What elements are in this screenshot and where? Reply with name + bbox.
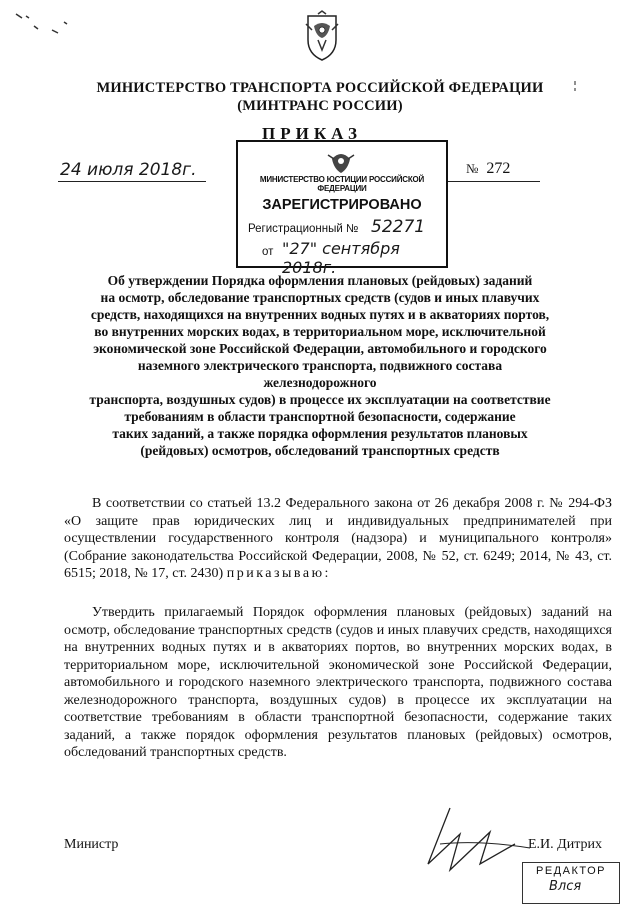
- title-line: требованиям в области транспортной безопасности, содержание: [124, 409, 516, 424]
- registered-label: ЗАРЕГИСТРИРОВАНО: [262, 197, 422, 213]
- title-line: во внутренних морских водах, в территориальном море, исключительной: [94, 324, 546, 339]
- date-underline: [58, 181, 206, 182]
- title-line: таких заданий, а также порядка оформления результатов плановых: [112, 426, 528, 441]
- order-number: [466, 160, 510, 178]
- title-line: наземного электрического транспорта, подвижного состава железнодорожного: [137, 358, 503, 390]
- signer-name: Е.И. Дитрих: [528, 837, 602, 852]
- signer-position: Министр: [64, 837, 119, 852]
- order-date: 24 июля 2018г.: [60, 160, 197, 180]
- reg-date-label: от: [262, 246, 274, 258]
- order-heading: ПРИКАЗ: [262, 124, 362, 143]
- eagle-seal-icon: [326, 147, 356, 177]
- order-command: приказываю:: [226, 566, 331, 581]
- order-number-value: 272: [486, 160, 511, 177]
- title-line: Об утверждении Порядка оформления плановых (рейдовых) заданий: [107, 273, 533, 288]
- reg-number-label: Регистрационный №: [248, 223, 359, 235]
- document-title: [80, 272, 560, 459]
- title-line: на осмотр, обследование транспортных средств (судов и иных плавучих: [100, 290, 540, 305]
- reg-number: 52271: [371, 217, 426, 237]
- editor-label: РЕДАКТОР: [536, 865, 606, 877]
- title-line: экономической зоне Российской Федерации, автомобильного и городского: [93, 341, 547, 356]
- editor-initials: Влся: [549, 879, 582, 894]
- handwritten-mark: [12, 8, 72, 38]
- stamp-ministry: МИНИСТЕРСТВО ЮСТИЦИИ РОССИЙСКОЙ ФЕДЕРАЦИИ: [259, 175, 425, 193]
- pen-mark: [572, 80, 578, 92]
- number-underline: [448, 181, 540, 182]
- ministry-abbreviation: (МИНТРАНС РОССИИ): [237, 98, 403, 114]
- number-sign: №: [466, 161, 479, 176]
- coat-of-arms-emblem: [300, 10, 344, 62]
- ministry-name: МИНИСТЕРСТВО ТРАНСПОРТА РОССИЙСКОЙ ФЕДЕРАЦИИ: [96, 80, 544, 96]
- order-clause-text: Утвердить прилагаемый Порядок оформления плановых (рейдовых) заданий на осмотр, обследование транспортных средств (судов и иных плавучих средств, находящихся на внутренних водных путях и в акваториях портов, во внутренних морских водах, в территориальном море, исключительной экономической зоне Российской Федерации, автомобильного и городского наземного электрического транспорта, подвижного состава железнодорожного транспорта, воздушных судов) в процессе их эксплуатации на соответствие требованиям в области транспортной безопасности, содержание таких заданий, а также порядок оформления результатов плановых (рейдовых) осмотров, обследований транспортных средств.: [64, 605, 612, 760]
- reg-date: "27" сентября 2018г.: [282, 239, 400, 277]
- registration-stamp: [236, 140, 448, 277]
- title-line: средств, находящихся на внутренних водных путях и в акваториях портов,: [90, 307, 550, 322]
- preamble-paragraph: [64, 495, 612, 583]
- order-clause-paragraph: [64, 604, 612, 762]
- title-line: (рейдовых) осмотров, обследований транспортных средств: [140, 443, 500, 458]
- preamble-text: В соответствии со статьей 13.2 Федерального закона от 26 декабря 2008 г. № 294-ФЗ «О защите прав юридических лиц и индивидуальных предпринимателей при осуществлении государственного контроля (надзора) и муниципального контроля» (Собрание законодательства Российской Федерации, 2008, № 52, ст. 6249; 2014, № 43, ст. 6515; 2018, № 17, ст. 2430): [64, 496, 612, 581]
- title-line: транспорта, воздушных судов) в процессе их эксплуатации на соответствие: [89, 392, 551, 407]
- editor-stamp: [522, 862, 620, 904]
